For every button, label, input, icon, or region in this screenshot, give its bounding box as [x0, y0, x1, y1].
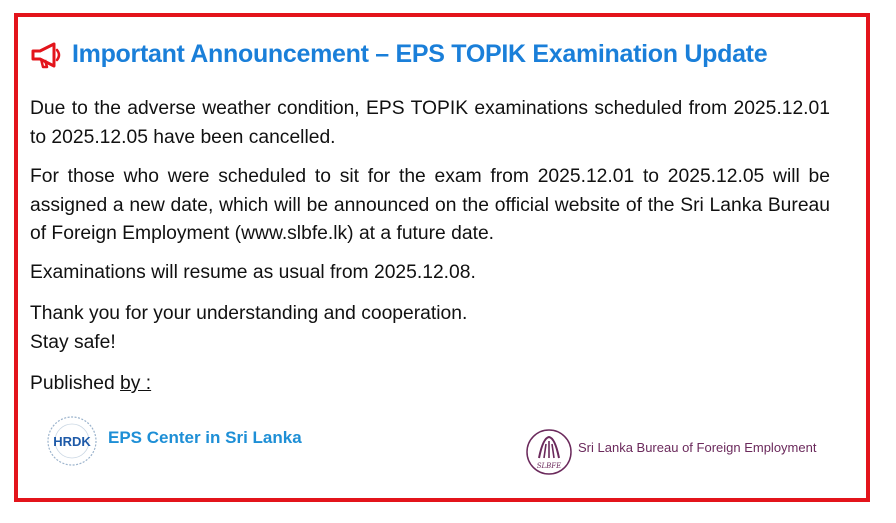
paragraph-cancellation: Due to the adverse weather condition, EPS TOPIK examinations scheduled from 2025.12.01 to 2025.12.05 have been cancelled. — [30, 98, 830, 148]
published-label: Published — [30, 373, 121, 394]
paragraph-new-date: For those who were scheduled to sit for the exam from 2025.12.01 to 2025.12.05 will be assigned a new date, which will be announced on the official website of the Sri Lanka Bureau of Foreign Employment (www.slbfe.lk) at a future date. — [30, 166, 830, 244]
paragraph-resume: Examinations will resume as usual from 2025.12.08. — [30, 262, 476, 283]
slbfe-logo-text: SLBFE — [536, 462, 562, 470]
slbfe-name: Sri Lanka Bureau of Foreign Employment — [578, 440, 817, 455]
stay-safe-line: Stay safe! — [30, 331, 116, 353]
eps-center-name: EPS Center in Sri Lanka — [108, 428, 302, 447]
announcement-header — [30, 40, 767, 69]
megaphone-icon — [30, 41, 64, 69]
slbfe-logo — [525, 428, 573, 476]
hrdk-logo-text: HRDK — [53, 434, 91, 449]
paragraph-thanks — [30, 300, 830, 357]
thanks-line: Thank you for your understanding and cooperation. — [30, 303, 468, 324]
published-by-link: by : — [120, 373, 152, 394]
hrdk-logo — [46, 415, 98, 467]
published-by — [30, 370, 830, 399]
announcement-title: Important Announcement – EPS TOPIK Examination Update — [72, 40, 768, 68]
